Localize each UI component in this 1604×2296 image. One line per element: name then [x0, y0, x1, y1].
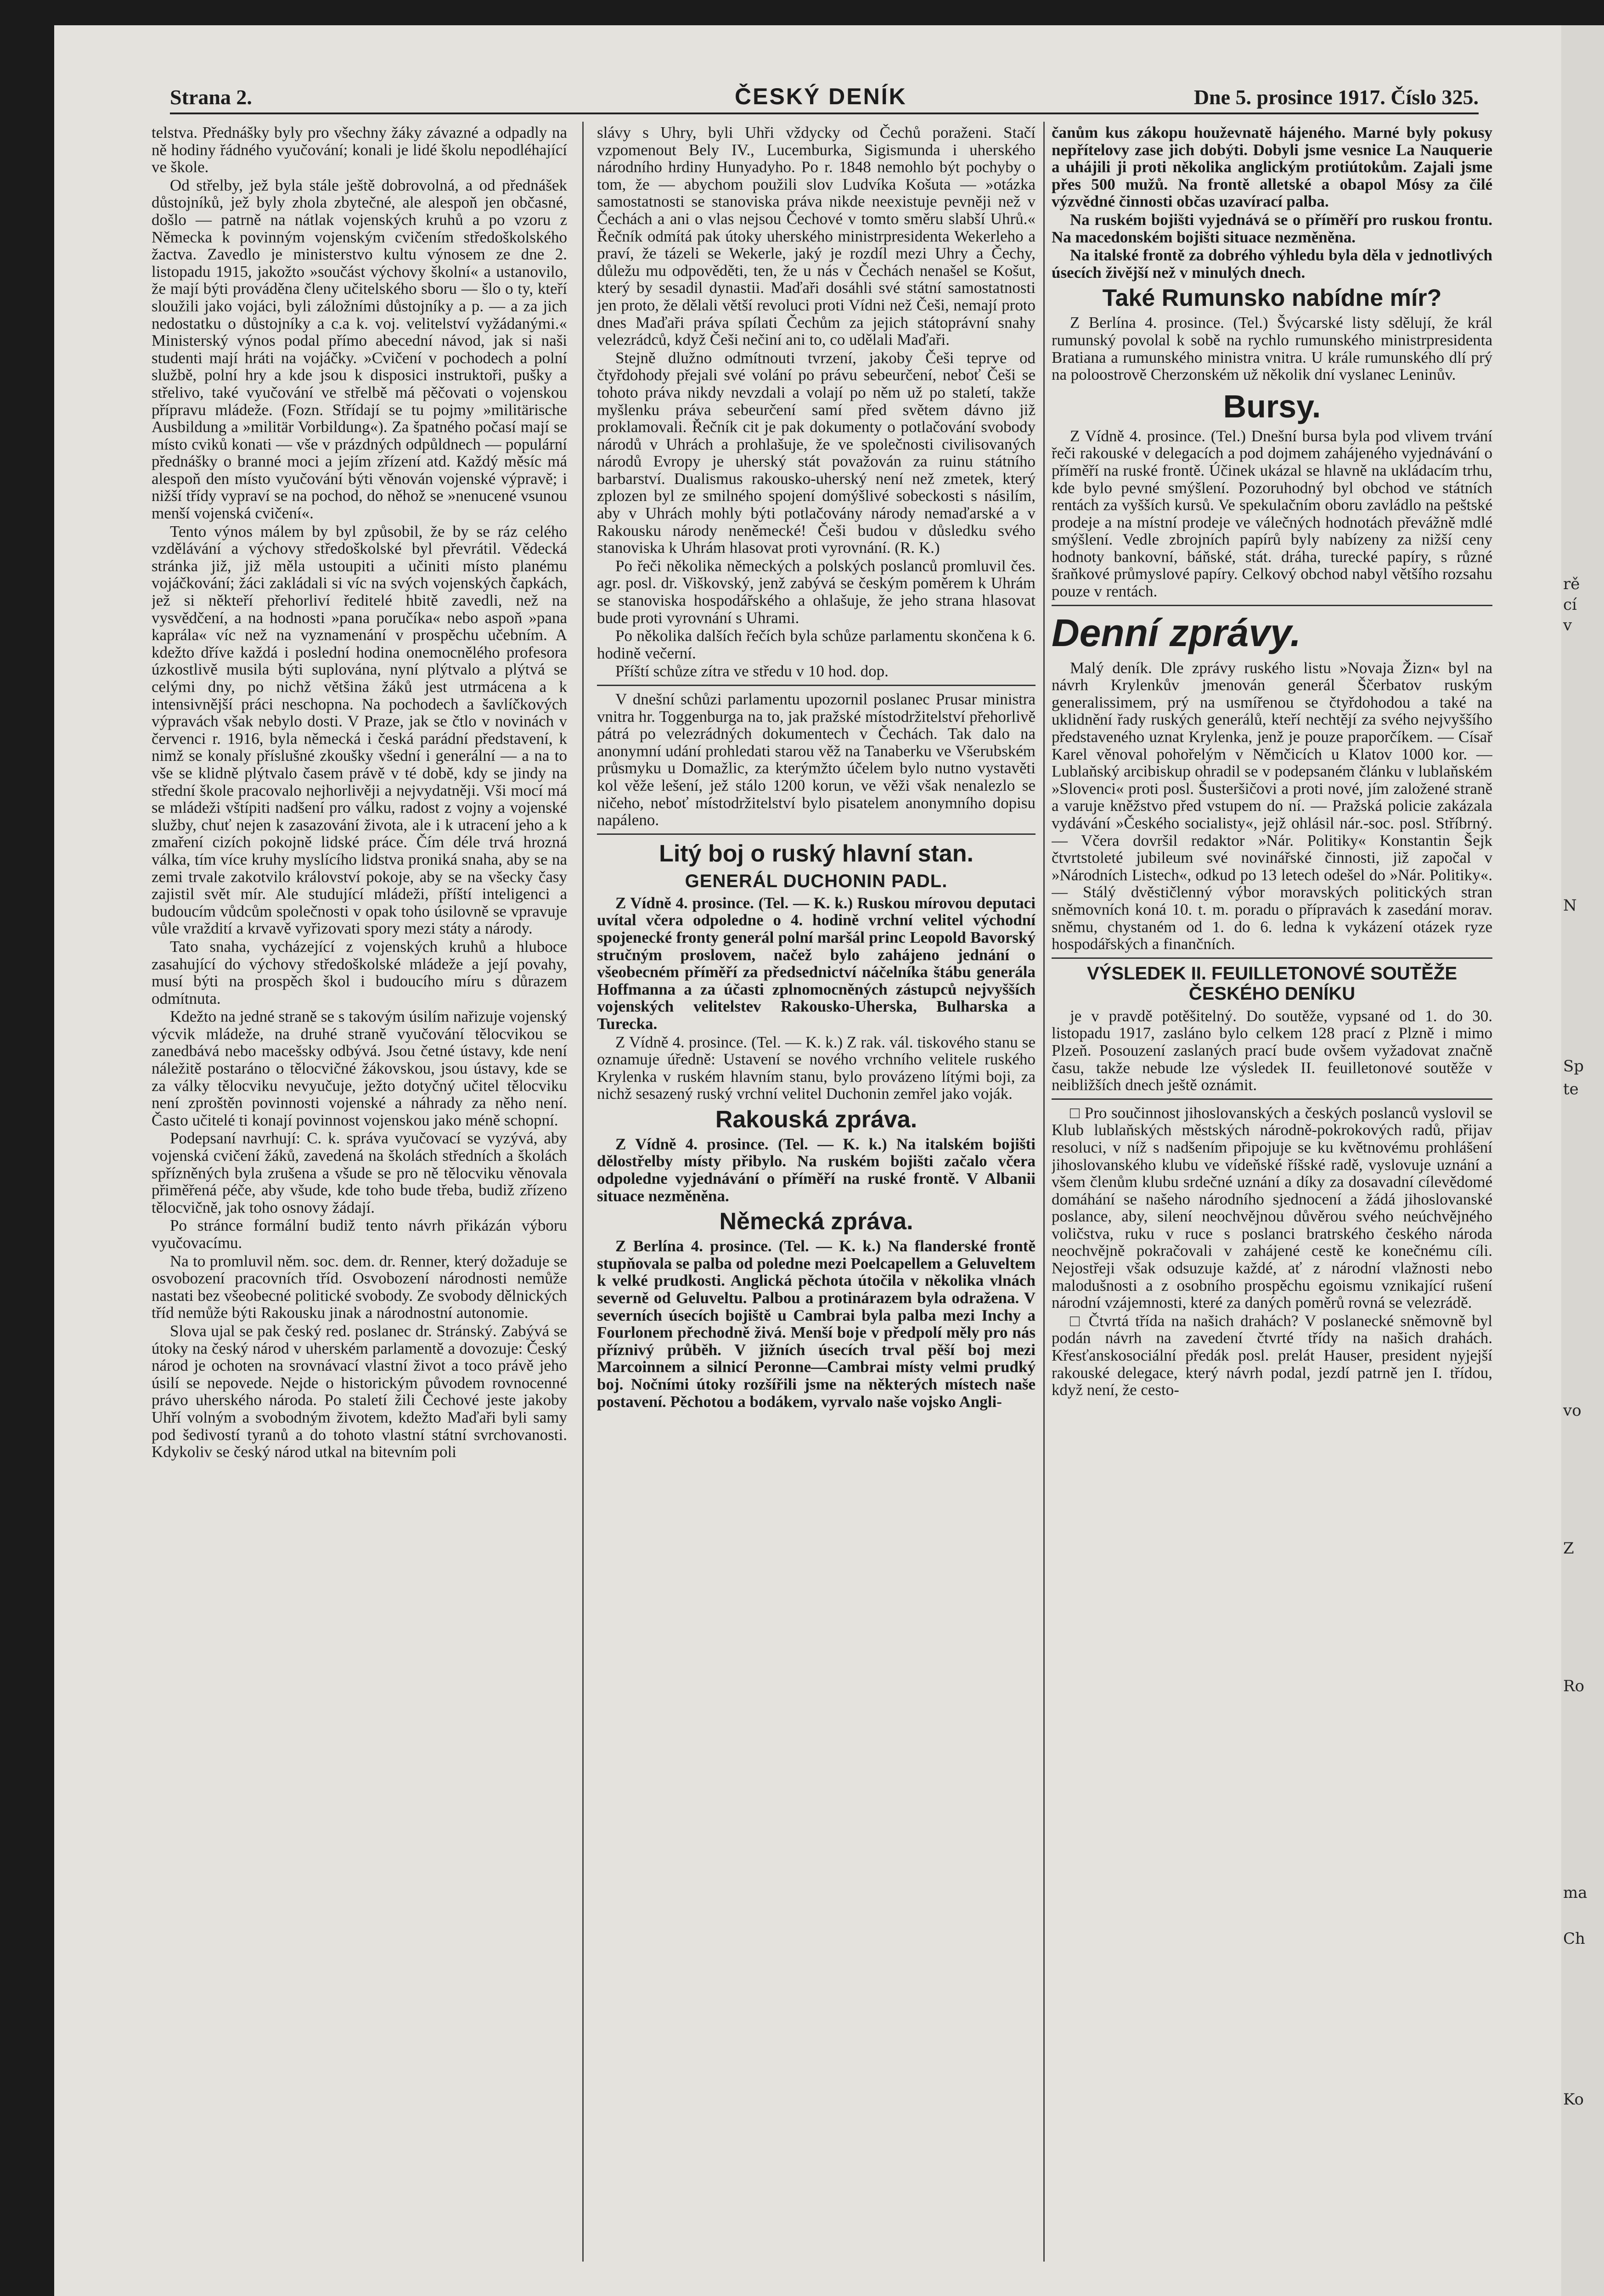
column-2 [597, 124, 1036, 2268]
section-divider [1052, 1098, 1492, 1100]
news-item: □ Čtvrtá třída na našich drahách? V poslanecké sněmovně byl podán návrh na zavedení čtvrté třídy na našich drahách. Křesťanskosociální předák posl. prelát Hauser, president nyjejší rakouské delegace, který návrh podal, jezdí patrně jen I. třídou, když není, že cesto- [1052, 1311, 1492, 1399]
news-item: Z Vídně 4. prosince. (Tel. — K. k.) Na italském bojišti dělostřelby místy přibylo. Na ruském bojišti začalo včera odpoledne vyjednávání o příměří na ruské frontě. V Albanii situace nezměněna. [597, 1135, 1036, 1205]
article-paragraph: slávy s Uhry, byli Uhři vždycky od Čechů poraženi. Stačí vzpomenout Bely IV., Lucemburka, Sigismunda i uherského národního hrdiny Hunyadyho. Po r. 1848 nemohlo být pochyby o tom, že — abychom použili slov Ludvíka Košuta — »otázka samostatnosti se stanoviska práva nikde neexistuje pevněji než v Čechách a ani o vlas nejsou Čechové v tomto směru slabší Uhrů.« Řečník odmítá pak útoky uherského ministrpresidenta Wekerleho a praví, že tázeli se Wekerle, jaký je rozdíl mezi Uhry a Čechy, důležu mu odpověděti, ten, že u nás v Čechách nenašel se Košut, který by sesadil dynastii. Maďaři dosáhli své státní samostatnosti jen proto, že dělali větší revoluci proti Vídni než Češi, nemají proto dnes Maďaři práva spílati Čechům za jejich státoprávní snahy velezrádců, když Češi nečiní ani to, co udělali Maďaři. [597, 124, 1036, 349]
column-divider [582, 122, 584, 2262]
article-paragraph: Od střelby, jež byla stále ještě dobrovolná, a od přednášek důstojníků, jež byly zhola zbytečné, ale alespoň jen občasné, došlo — patrně na nátlak vojenských kruhů a po vzoru z Německa k povinným vojenským cvičením středoškolského žactva. Zavedlo je ministerstvo kultu výnosem ze dne 2. listopadu 1915, jakožto »součást výchovy školní« a ustanovilo, že mají býti prováděna členy učitelského sboru — šlo o ty, kteří sloužili jako vojáci, byli záložními důstojníky a p. — a za jich nedostatku o důstojníky a c.a k. voj. velitelství vyžádanými.« Ministerský výnos podal přímo abecední návod, jak si naši studenti mají hráti na vojáčky. »Cvičení v pochodech a polní službě, polní hry a kde jsou k disposici instruktoři, pušky a střelivo, také vyučování ve střelbě má pěčovati o vojenskou přípravu mládeže. (Fozn. Střídají se tu pojmy »militärische Ausbildung a »militär Vorbildung«). Za špatného počasí mají se místo cviků konati — vše v prázdných odpůldnech — populární přednášky o branné moci a jejím zřízení atd. Každý měsíc má alespoň den místo vyučování býti věnován vojenské výpravě; i nižší třídy vypraví se na pochod, do něhož se »nenucené vsunou menší vojenská cvičení«. [152, 176, 567, 523]
article-paragraph: Slova ujal se pak český red. poslanec dr. Stránský. Zabývá se útoky na český národ v uherském parlamentě a dovozuje: Český národ je ochoten na srovnávací vlastní život a toco právě jeho úsilí se nepovede. Nejde o historickým původem rovnocenné právo uherského národa. Po staletí žili Čechové jeste jakoby Uhří volným a svobodným životem, kdežto Maďaři byli samy pod šedivostí tyranů a do tohoto vlastní státní svrchovanosti. Kdykoliv se český národ utkal na bitevním poli [152, 1322, 567, 1461]
news-item: Z Vídně 4. prosince. (Tel. — K. k.) Ruskou mírovou deputaci uvítal včera odpoledne o 4. hodině vrchní velitel východní spojenecké fronty generál polní maršál princ Leopold Bavorský stručným proslovem, načež bylo zahájeno jednání o všeobecném příměří za předsednictví náčelníka štábu generála Hoffmanna a za účasti zplnomocněných zástupců nejvyšších vojenských velitelstev Rakousko-Uherska, Bulharska a Turecka. [597, 894, 1036, 1033]
section-divider [1052, 957, 1492, 959]
news-item: čanům kus zákopu houževnatě hájeného. Marné byly pokusy nepřítelovy zase jich dobýti. Dobyli jsme vesnice La Nauquerie a uhájili ji proti několika anglickým protiútokům. Zajali jsme přes 500 mužů. Na frontě alletské a obapol Mósy za čilé výzvědné činnosti občas uzavírací palba. [1052, 124, 1492, 211]
article-paragraph: telstva. Přednášky byly pro všechny žáky závazné a odpadly na ně hodiny řádného vyučování; konali je lidé školu nepodléhající ve škole. [152, 124, 567, 176]
news-item: Malý deník. Dle zprávy ruského listu »Novaja Žizn« byl na návrh Krylenkův jmenován generál Ščerbatov ruským generalissimem, prý na usmířenou se čtyřdohodou a také na uklidnění řady ruských generálů, kteří nechtějí za svého nejvyššího představeného uznat Krylenka, jenž je pouze praporčíkem. — Císař Karel věnoval pohořelým v Němčicích u Klatov 1000 kor. — Lublaňský arcibiskup ohradil se v podepsaném článku v lublaňském »Slovenci« proti posl. Šusteršičovi a proti nové, jím založené straně a varuje kněžstvo před vstupem do ní. — Pražská policie zakázala vydávání »Českého socialisty«, jejž ohlásil nár.-soc. posl. Stříbrný. — Včera dovršil redaktor »Nár. Politiky« Konstantin Šejk čtvrtstoleté jubileum své novinářské činnosti, již započal v »Národních Listech«, odkud po 13 letech odešel do »Nár. Politiky«. — Stálý dvěstičlenný výbor moravských politických stran sněmovních koná 10. t. m. poradu o přípravách k zasedání morav. sněmu, chystaném od 1. do 6. ledna k vykázení otázek ryze hospodářských a finančních. [1052, 658, 1492, 953]
section-heading: Německá zpráva. [719, 1208, 913, 1235]
masthead-title: ČESKÝ DENÍK [735, 84, 907, 109]
section-heading: Rakouská zpráva. [715, 1106, 917, 1133]
article-paragraph: Tento výnos málem by byl způsobil, že by se ráz celého vzdělávání a výchovy středoškolské byl převrátil. Vědecká stránka již, již měla ustoupiti a učiniti místo planému vojáčkování; žáci zakládali si víc na svých vojenských čapkách, jež si někteří přehorliví ředitelé hbitě zavedli, než na vysvědčení, a na hodnosti »pana poručíka« nebo aspoň »pana kaprála« víc než na vyznamenání v prospěchu učebním. A kdežto dříve každá i poslední hodina onemocnělého profesora úzkostlivě musila býti suplována, nyní plýtvalo a plýtvá se celými dny, po nichž většina žáků jest utrmácena a k intensivnější práci neschopna. Na pochodech a šavlíčkových výpravách však nebylo dosti. V Praze, jak se čtlo v novinách v červenci r. 1916, byla německá i česká parádní představení, k nimž se konaly příslušné zkoušky všední i generální — a na to vše se klidně plýtvalo časem právě v té době, kdy se jindy na střední škole pracovalo nejhorlivěji a nejvydatněji. Vši mocí má se mládeži vštípiti nadšení pro válku, radost z vojny a vojenské služby, chuť nejen k zasazování života, ale i k utracení jeho a k zmaření cizích pokojně lidské práce. Čím déle trvá hrozná válka, tím více kruhy myslícího lidstva proniká snaha, aby se na zemi trvale zakotvilo království pokoje, aby se na všecky časy zajistil svět mír. Ale studující mládeži, příští inteligenci a budoucím vůdcům společnosti v opak toho úsilovně se vpravuje vůle vraždití a krvavě vyřizovati spory mezi státy a národy. [152, 522, 567, 938]
issue-date: Dne 5. prosince 1917. Číslo 325. [1193, 85, 1479, 109]
news-item: Z Berlína 4. prosince. (Tel.) Švýcarské listy sdělují, že král rumunský povolal k sobě na rychlo rumunského ministrpresidenta Bratiana a rumunského ministra vnitra. U krále rumunského dlí prý na poloostrově Cherzonském už několik dní vyslanec Leninův. [1052, 314, 1492, 384]
news-item: Na ruském bojišti vyjednává se o příměří pro ruskou frontu. Na macedonském bojišti situace nezměněna. [1052, 210, 1492, 246]
article-paragraph: Na to promluvil něm. soc. dem. dr. Renner, který dožaduje se osvobození pracovních tříd. Osvobození národnosti nemůže nastati bez všeobecné politické svobody. Ze svobody dělnických tříd nemůže býti Rakousku jinak a národnostní autonomie. [152, 1252, 567, 1322]
column-divider [1043, 122, 1045, 2262]
article-paragraph: Tato snaha, vycházející z vojenských kruhů a hluboce zasahující do výchovy středoškolské mládeže a její povahy, musí býti na prospěch škol i budoucího míru s důrazem odmítnuta. [152, 937, 567, 1007]
section-heading: Denní zprávy. [1052, 611, 1301, 654]
announcement-heading: VÝSLEDEK II. FEUILLETONOVÉ SOUTĚŽE ČESKÉHO DENÍKU [1086, 963, 1458, 1004]
section-divider [597, 685, 1036, 686]
article-paragraph: Po stránce formální budiž tento návrh přikázán výboru vyučovacímu. [152, 1216, 567, 1252]
headline: Litý boj o ruský hlavní stan. [659, 840, 974, 867]
column-1 [152, 124, 567, 2268]
headline: Také Rumunsko nabídne mír? [1102, 285, 1442, 312]
page-header [170, 85, 1479, 114]
article-paragraph: Po několika dalších řečích byla schůze parlamentu skončena k 6. hodině večerní. [597, 627, 1036, 662]
article-paragraph: Příští schůze zítra ve středu v 10 hod. dop. [615, 662, 889, 681]
news-item: Z Vídně 4. prosince. (Tel. — K. k.) Z rak. vál. tiskového stanu se oznamuje úředně: Ustavení se nového vrchního velitele ruského Krylenka v ruském hlavním stanu, bylo provázeno lítými boji, za nichž sesazený ruský vrchní velitel Duchonin zemřel jako voják. [597, 1033, 1036, 1103]
news-item: Na italské frontě za dobrého výhledu byla děla v jednotlivých úsecích živější než v minulých dnech. [1052, 246, 1492, 281]
article-paragraph: Kdežto na jedné straně se s takovým úsilím nařizuje vojenský výcvik mládeže, na druhé straně vyučování tělocvikou se zanedbává nebo macešsky odbývá. Jsou četné ústavy, kde není náležitě postaráno o tělocvičné žákovskou, jsou ústavy, kde se za války tělocviku nevyučuje, ježto dotyčný učitel tělocviku není zproštěn povinnosti vojenské a náhrady za něho není. Často učitelé ti konají povinnost vojenskou jako méně schopní. [152, 1007, 567, 1129]
news-item: Z Vídně 4. prosince. (Tel.) Dnešní bursa byla pod vlivem trvání řeči rakouské v delegacích a pod dojmem zahájeného vyjednávání o příměří na ruské frontě. Účinek ukázal se hlavně na ukládacím trhu, kde bylo pevné smýšlení. Pozoruhodný byl obchod ve státních rentách za vyšších kursů. Ve spekulačním oboru zavládlo na peštské prodeje a na místní prodeje ve válečných hodnotách převážně mdlé smýšlení. Vedle zbrojních papírů byly nabízeny za nižší ceny hodnoty bankovní, báňské, stát. dráha, turecké papíry, s různé šraňkové průmyslové papíry. Celkový obchod nabyl většího rozsahu pouze v rentách. [1052, 427, 1492, 601]
article-paragraph: Podepsaní navrhují: C. k. správa vyučovací se vyzývá, aby vojenská cvičení žáků, zavedená na školách středních a školách spřízněných byla zrušena a všude se pro ně tělocviku věnovala přiměřená péče, aby všude, kde toho bude třeba, budiž zřízeno tělocvičně, jak toho osnovy žádají. [152, 1129, 567, 1216]
section-divider [597, 833, 1036, 835]
news-item: je v pravdě potěšitelný. Do soutěže, vypsané od 1. do 30. listopadu 1917, zasláno bylo celkem 128 prací z Plzně i mimo Plzeň. Posouzení zaslaných prací bude ovšem vyžadovat značně času, takže nebude lze výsledek II. feuilletonové soutěže v neibližších dnech ještě oznámit. [1052, 1007, 1492, 1094]
article-paragraph: Stejně dlužno odmítnouti tvrzení, jakoby Češi teprve od čtyřdohody přejali své volání po právu sebeurčení, neboť Češi se tohoto práva nikdy nevzdali a volají po něm už po staletí, takže myšlenku práva sebeurčení samí před světem dávno již proklamovali. Řečník cit je pak dokumenty o potlačování svobody národů v Uhrách a prohlašuje, že ve společnosti civilisovaných národů Evropy je uherský stát považován za ruinu státního barbarství. Dualismus rakousko-uherský není než zmetek, který zplozen byl ze smilného spojení domýšlivé sobeckosti s násilím, aby v Uhrách mohly býti potlačovány národy nemaďarské a v Rakousku národy neněmecké! Češi budou v důsledku svého stanoviska k Uhrám hlasovat proti vyrovnání. (R. K.) [597, 349, 1036, 557]
news-item: □ Pro součinnost jihoslovanských a českých poslanců vyslovil se Klub lublaňských městských národně-pokrokových radů, přijav resoluci, v níž s nadšením připojuje se ku květnovému prohlášení jihoslovanského klubu ve vídeňské říšské radě, vyslovuje uznání a všem členům klubu srdečné uznání a díky za dosavadní cílevědomé domáhání se našeho národního sjednocení a žádá jihoslovanské poslance, aby, silení neochvějnou důvěrou svého neúchvějného voličstva, ruku v ruce s poslanci bratrského českého národa neochvějně pokračovali v zahájené cestě ke konečnému cíli. Nejostřeji však odsuzuje každé, ať z národní vlažnosti nebo malodušnosti a z osobního prospěchu egoismu vznikající rušení národní vzájemnosti, které za daných poměrů rovná se velezrádě. [1052, 1103, 1492, 1312]
adjacent-page-edge: rě cí v N Sp te vo Z Ro ma Ch Ko [1561, 25, 1604, 2296]
article-paragraph: Po řeči několika německých a polských poslanců promluvil čes. agr. posl. dr. Viškovský, jenž zabývá se českým poměrem k Uhrám se stanoviska hospodářského a ohlašuje, že jeho strana hlasovat bude proti vyrovnání s Uhrami. [597, 557, 1036, 627]
page-number: Strana 2. [170, 85, 252, 109]
section-divider [1052, 605, 1492, 606]
news-item: Z Berlína 4. prosince. (Tel. — K. k.) Na flanderské frontě stupňovala se palba od poledne mezi Poelcapellem a Geluveltem k velké prudkosti. Anglická pěchota útočila v několika vlnách severně od Geluveltu. Palbou a protinárazem byla odražena. V severních úsecích bojiště u Cambrai byla palba mezi Inchy a Fourlonem přechodně živá. Menší boje v předpolí měly pro nás příznivý průběh. V jižních úsecích trval pěší boj mezi Marcoinnem a silnicí Peronne—Cambrai místy velmi prudký boj. Nočními útoky rozšířili jsme na některých místech naše postavení. Pěchotou a bodákem, vyrvalo naše vojsko Angli- [597, 1237, 1036, 1411]
subheadline: GENERÁL DUCHONIN PADL. [685, 871, 948, 891]
article-paragraph: V dnešní schůzi parlamentu upozornil poslanec Prusar ministra vnitra hr. Toggenburga na to, jak pražské místodržitelství přehorlivě pátrá po velezrádných dokumentech v Čechách. Tak dalo na anonymní udání prohledati starou věž na Tanaberku ve Všerubském průsmyku u Domažlic, za kterýmžto účelem bylo nutno vystavěti kol věže lešení, jež stálo 1200 korun, ve věži však nenalezlo se ničeho, neboť místodržitelství bylo pisatelem anonymního dopisu napáleno. [597, 690, 1036, 829]
column-3 [1052, 124, 1492, 2268]
section-heading: Bursy. [1223, 388, 1321, 424]
